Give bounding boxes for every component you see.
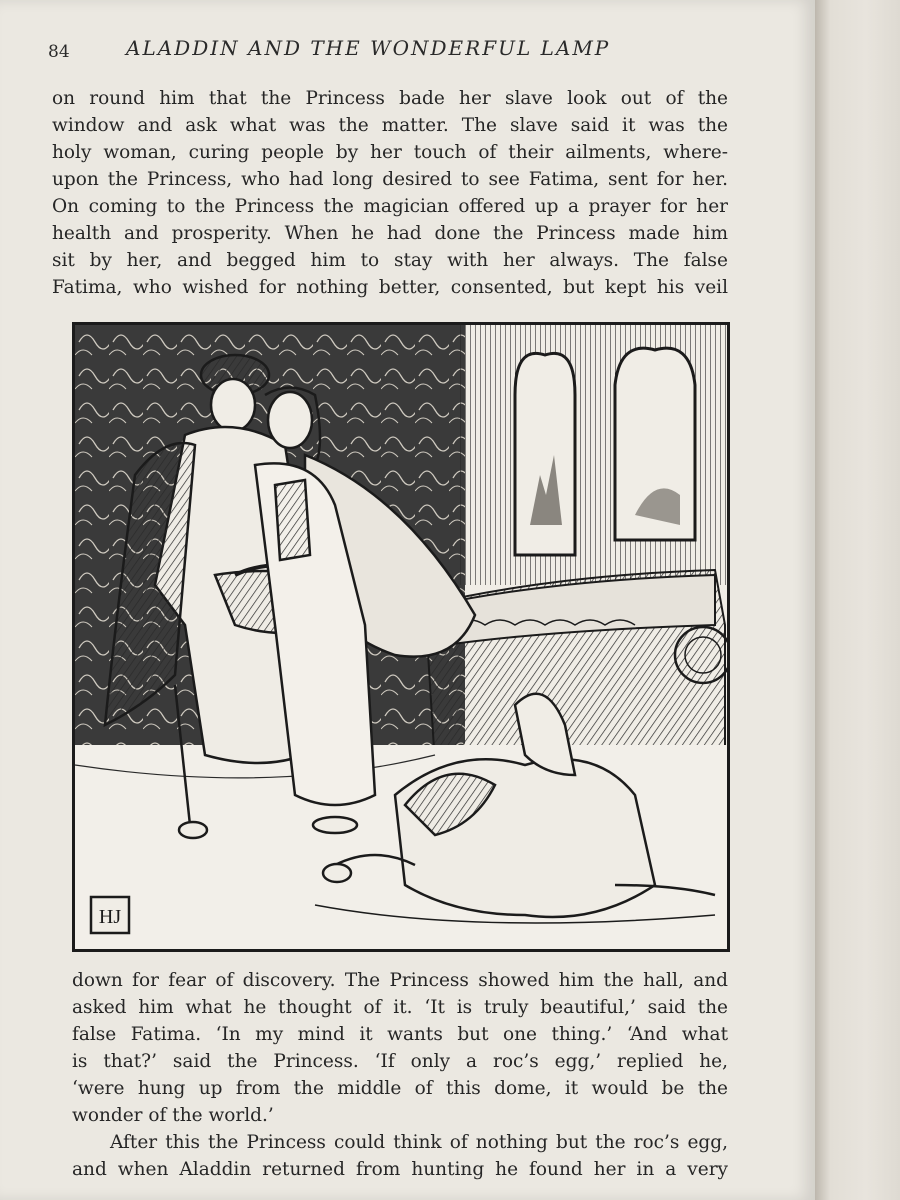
text-line: health and prosperity. When he had done the Princess made him <box>52 223 728 244</box>
top-paragraph <box>52 85 728 301</box>
text-line: Fatima, who wished for nothing better, consented, but kept his veil <box>52 277 728 298</box>
text-line: window and ask what was the matter. The slave said it was the <box>52 115 728 136</box>
text-line: ‘were hung up from the middle of this dome, it would be the <box>72 1078 728 1099</box>
page-number: 84 <box>48 42 70 62</box>
text-line: down for fear of discovery. The Princess showed him the hall, and <box>72 970 728 991</box>
bottom-paragraph <box>72 967 728 1183</box>
illustration <box>72 322 730 952</box>
monogram <box>91 897 129 933</box>
page-header <box>48 28 728 68</box>
text-line: sit by her, and begged him to stay with her always. The false <box>52 250 728 271</box>
text-line: asked him what he thought of it. ‘It is truly beautiful,’ said the <box>72 997 728 1018</box>
text-line: wonder of the world.’ <box>72 1105 274 1126</box>
text-line: holy woman, curing people by her touch of their ailments, where- <box>52 142 728 163</box>
text-line: is that?’ said the Princess. ‘If only a roc’s egg,’ replied he, <box>72 1051 728 1072</box>
text-line: upon the Princess, who had long desired to see Fatima, sent for her. <box>52 169 728 190</box>
text-line: On coming to the Princess the magician offered up a prayer for her <box>52 196 728 217</box>
adjacent-page-edge <box>815 0 900 1200</box>
text-line: and when Aladdin returned from hunting he found her in a very <box>72 1159 728 1180</box>
text-line: on round him that the Princess bade her slave look out of the <box>52 88 728 109</box>
monogram-text: HJ <box>98 906 122 928</box>
text-line: false Fatima. ‘In my mind it wants but one thing.’ ‘And what <box>72 1024 728 1045</box>
running-title: ALADDIN AND THE WONDERFUL LAMP <box>126 36 611 60</box>
text-line: After this the Princess could think of nothing but the roc’s egg, <box>110 1132 728 1153</box>
illustration-drawing <box>75 325 727 949</box>
